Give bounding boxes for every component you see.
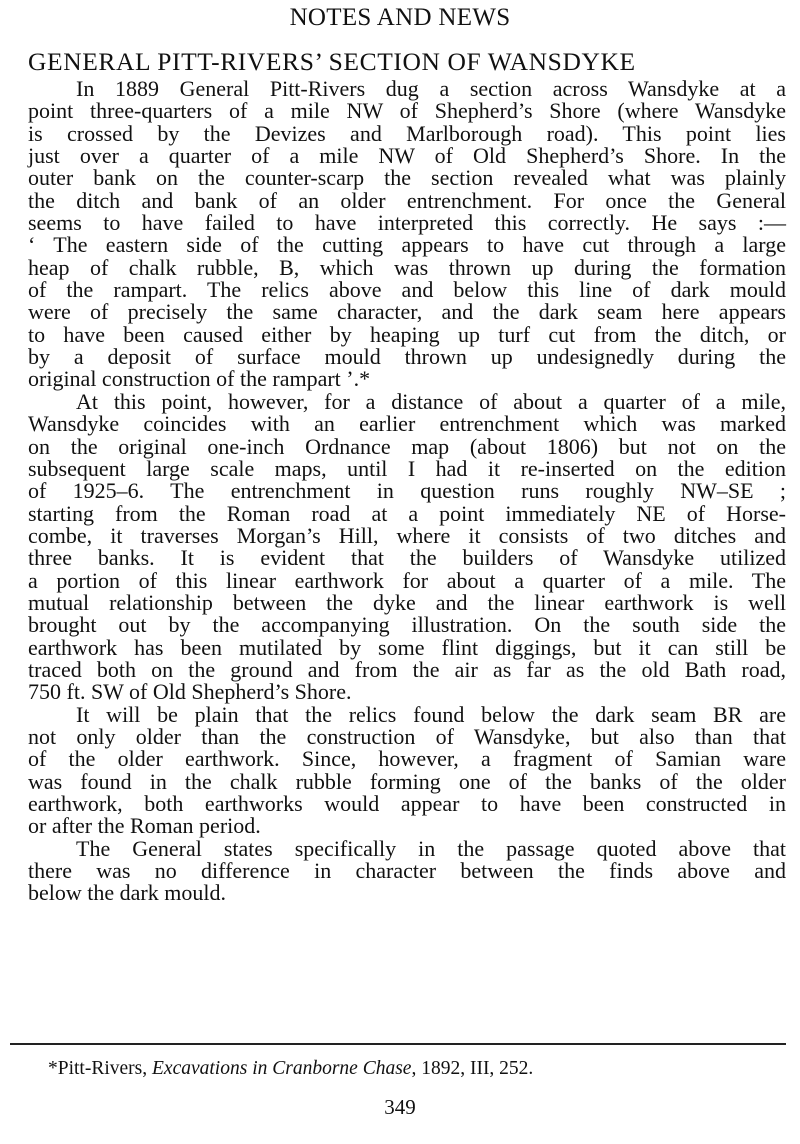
text-line: heap of chalk rubble, B, which was thrown up during the formation xyxy=(28,254,786,280)
text-line: It will be plain that the relics found below the dark seam BR are xyxy=(76,701,786,727)
footnote-rule xyxy=(10,1043,786,1045)
text-line: mutual relationship between the dyke and the linear earthwork is well xyxy=(28,589,786,615)
text-line: point three-quarters of a mile NW of Shepherd’s Shore (where Wansdyke xyxy=(28,98,786,124)
text-line: the ditch and bank of an older entrenchment. For once the General xyxy=(28,187,786,213)
footnote xyxy=(48,1058,533,1080)
running-head: NOTES AND NEWS xyxy=(289,4,511,31)
text-line: In 1889 General Pitt-Rivers dug a section across Wansdyke at a xyxy=(76,76,786,101)
text-line: not only older than the construction of Wansdyke, but also than that xyxy=(28,723,786,749)
footnote-title: Excavations in Cranborne Chase xyxy=(152,1058,412,1079)
text-line: were of precisely the same character, and the dark seam here appears xyxy=(28,299,786,325)
footnote-details: , 1892, III, 252. xyxy=(411,1058,534,1079)
text-line: is crossed by the Devizes and Marlborough road). This point lies xyxy=(28,120,786,146)
footnote-author: Pitt-Rivers, xyxy=(57,1058,153,1079)
page-number: 349 xyxy=(384,1095,416,1119)
text-line: The General states specifically in the passage quoted above that xyxy=(76,835,786,861)
text-line: brought out by the accompanying illustration. On the south side the xyxy=(28,612,786,638)
text-line: 750 ft. SW of Old Shepherd’s Shore. xyxy=(28,679,352,705)
text-line: on the original one-inch Ordnance map (about 1806) but not on the xyxy=(28,433,786,459)
text-line: by a deposit of surface mould thrown up undesignedly during the xyxy=(28,344,786,370)
text-line: three banks. It is evident that the builders of Wansdyke utilized xyxy=(28,545,786,571)
text-line: starting from the Roman road at a point immediately NE of Horse- xyxy=(28,500,786,526)
text-line: of 1925–6. The entrenchment in question runs roughly NW–SE ; xyxy=(28,478,786,504)
text-line: earthwork, both earthworks would appear to have been constructed in xyxy=(28,791,786,816)
text-line: earthwork has been mutilated by some flint diggings, but it can still be xyxy=(28,634,786,660)
text-line: Wansdyke coincides with an earlier entrenchment which was marked xyxy=(28,411,786,437)
article-body xyxy=(28,78,786,905)
text-line: there was no difference in character between the finds above and xyxy=(28,858,786,884)
text-line: of the rampart. The relics above and below this line of dark mould xyxy=(28,277,786,303)
text-line: of the older earthwork. Since, however, a fragment of Samian ware xyxy=(28,746,786,772)
text-line: a portion of this linear earthwork for about a quarter of a mile. The xyxy=(28,567,786,593)
text-line: outer bank on the counter-scarp the section revealed what was plainly xyxy=(28,165,786,191)
footnote-marker: * xyxy=(48,1058,58,1079)
text-line: below the dark mould. xyxy=(28,880,226,906)
paragraph-1 xyxy=(28,78,786,391)
text-line: combe, it traverses Morgan’s Hill, where it consists of two ditches and xyxy=(28,522,786,548)
paragraph-2 xyxy=(28,388,786,705)
paragraph-3 xyxy=(28,701,786,839)
text-line: ‘ The eastern side of the cutting appears to have cut through a large xyxy=(28,232,786,258)
text-line: traced both on the ground and from the air as far as the old Bath road, xyxy=(28,656,786,682)
text-line: At this point, however, for a distance of about a quarter of a mile, xyxy=(76,388,786,414)
text-line: just over a quarter of a mile NW of Old Shepherd’s Shore. In the xyxy=(28,143,786,169)
text-line: subsequent large scale maps, until I had it re-inserted on the edition xyxy=(28,455,786,481)
text-line: original construction of the rampart ’.* xyxy=(28,366,371,392)
text-line: or after the Roman period. xyxy=(28,813,261,839)
section-title: GENERAL PITT-RIVERS’ SECTION OF WANSDYKE xyxy=(28,47,636,76)
text-line: to have been caused either by heaping up turf cut from the ditch, or xyxy=(28,321,786,347)
text-line: was found in the chalk rubble forming one of the banks of the older xyxy=(28,768,786,794)
paragraph-4 xyxy=(28,835,786,906)
text-line: seems to have failed to have interpreted this correctly. He says :— xyxy=(28,210,786,236)
